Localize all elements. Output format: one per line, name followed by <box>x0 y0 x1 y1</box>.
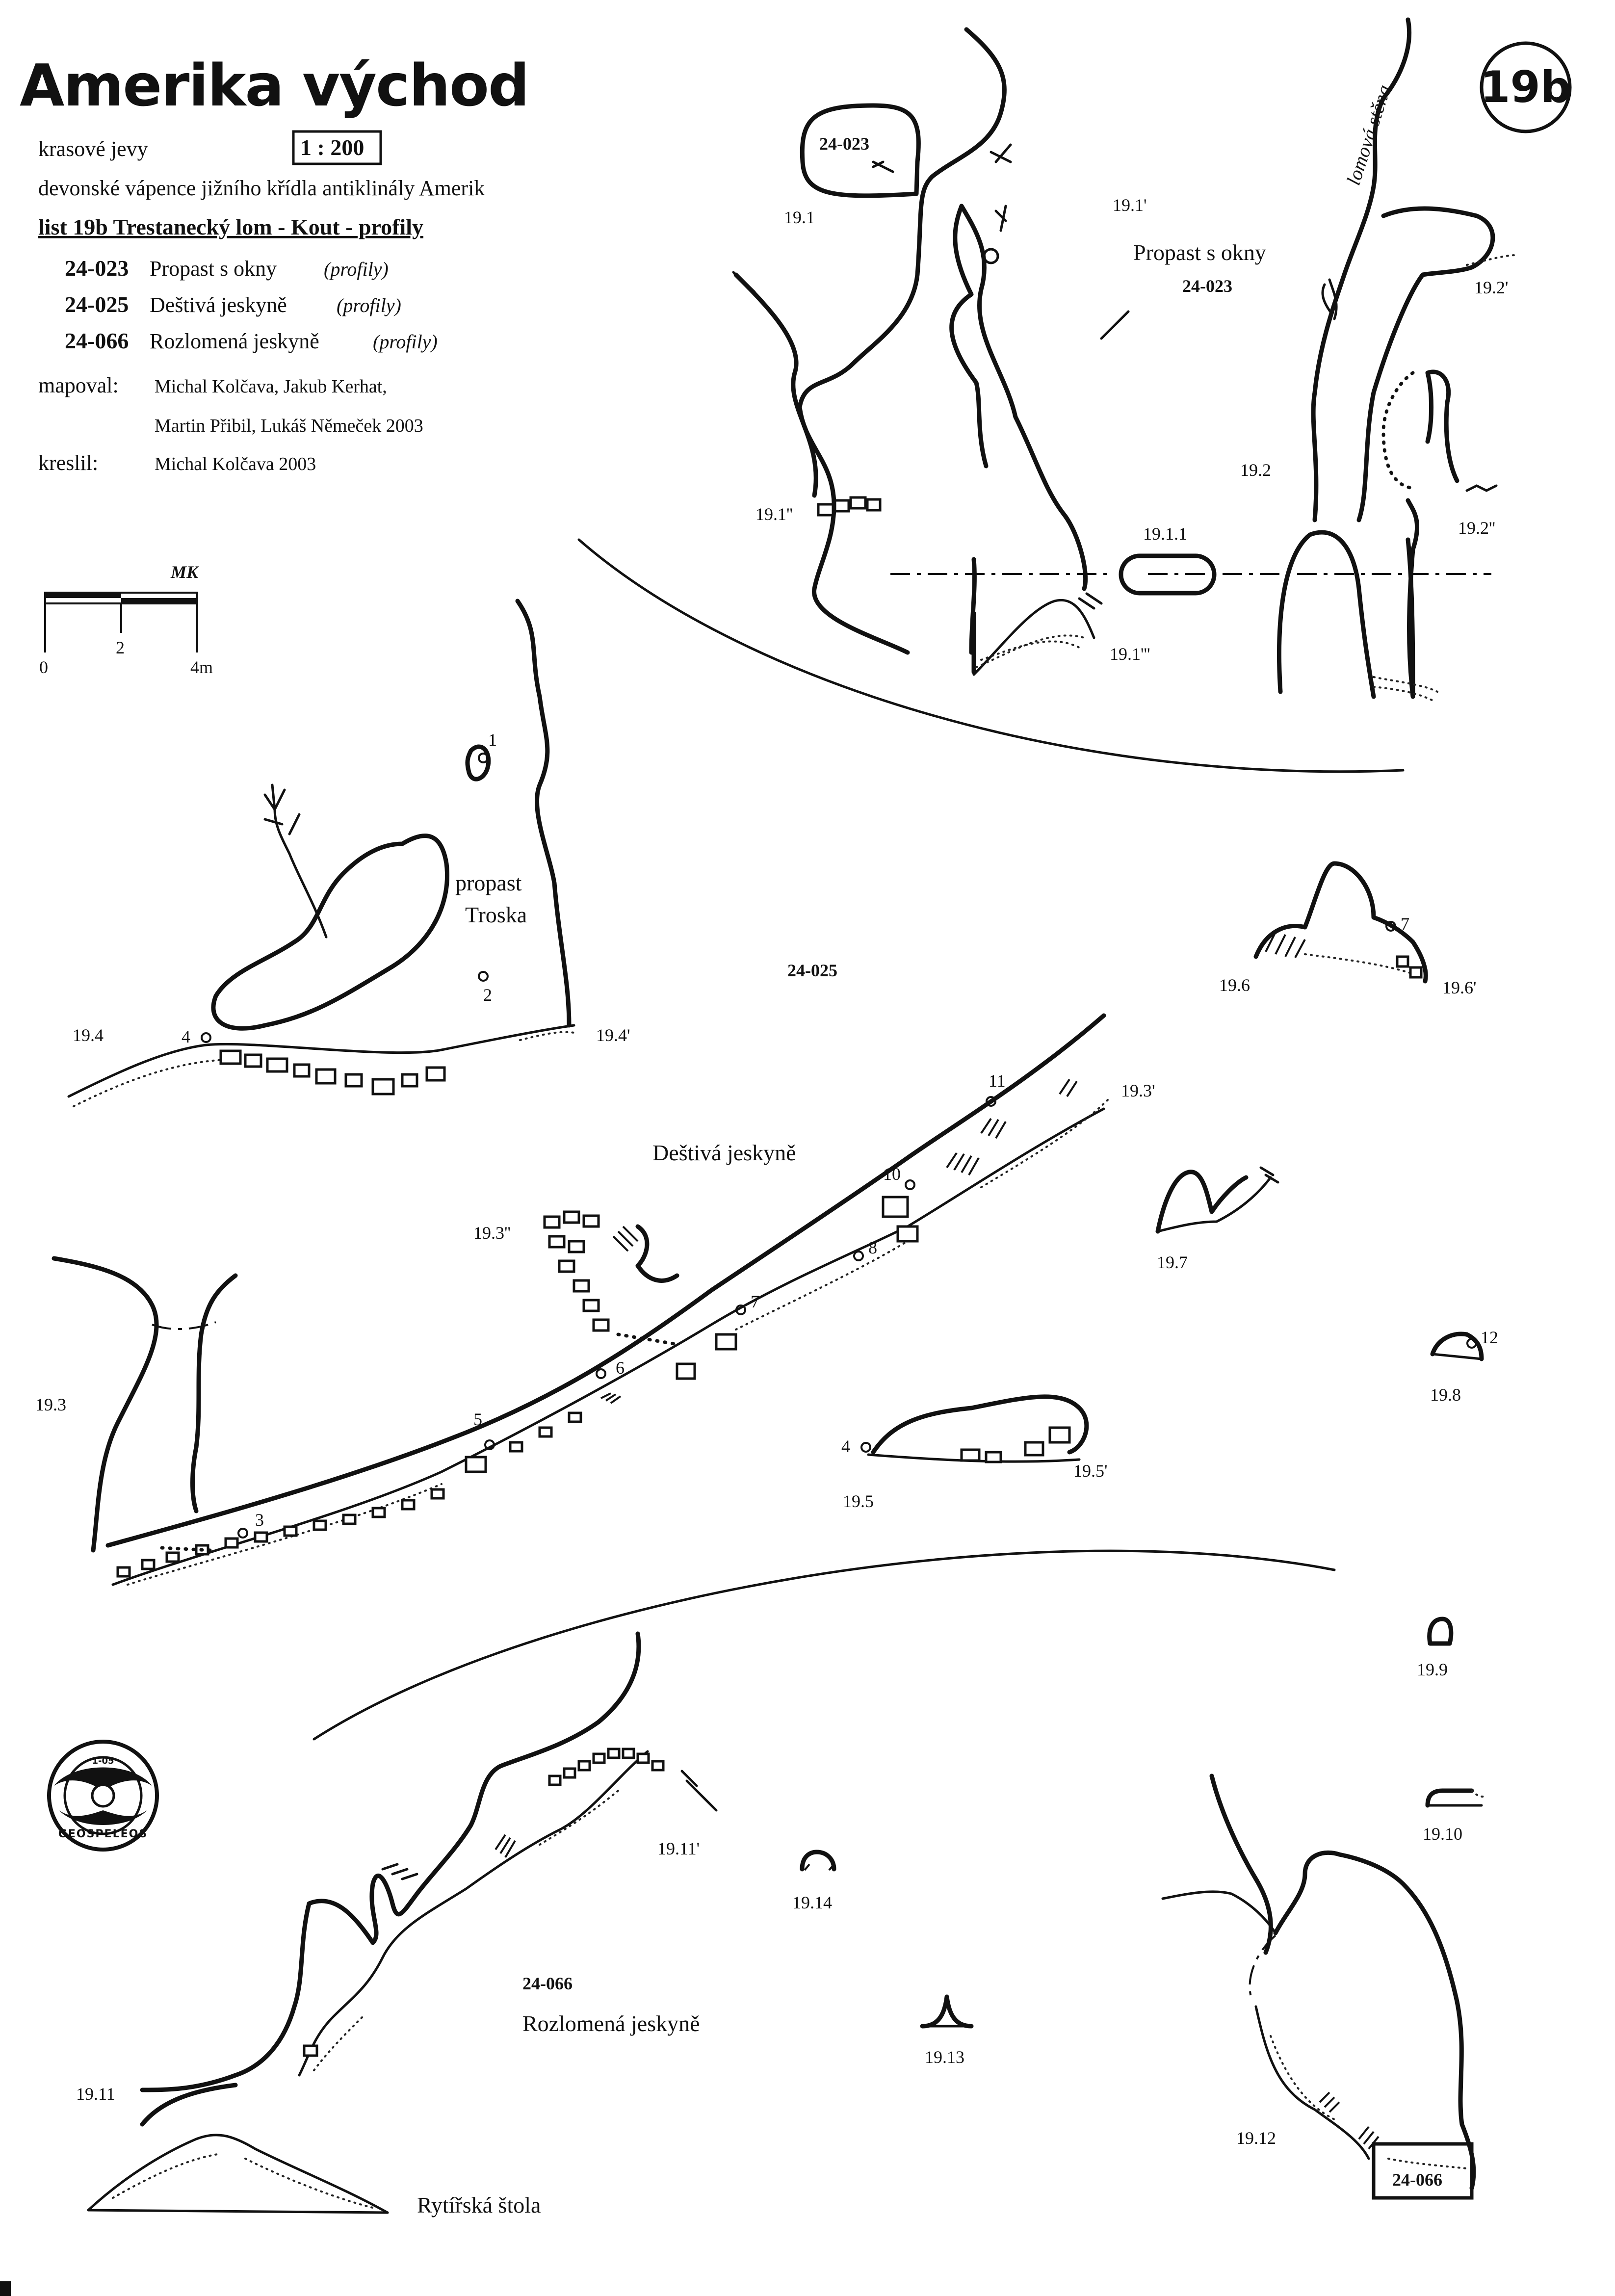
cave-note-1: (profily) <box>324 258 389 280</box>
troska-floor <box>69 1025 574 1096</box>
label-19-1: 19.1 <box>784 208 815 227</box>
geology-note: devonské vápence jižního křídla antiklinály Amerik <box>38 176 485 200</box>
label-19-13: 19.13 <box>925 2047 964 2067</box>
label-19-3p: 19.3' <box>1121 1081 1155 1100</box>
label-19-4p: 19.4' <box>596 1025 630 1045</box>
label-19-2p: 19.2' <box>1474 278 1509 297</box>
scale-tick-2: 2 <box>116 638 125 657</box>
drawn-label: kreslil: <box>38 451 99 475</box>
svg-text:6: 6 <box>616 1358 625 1378</box>
troska-name-line1: propast <box>455 870 522 895</box>
logo-number: 1-05 <box>92 1756 114 1766</box>
cave-code-3: 24-066 <box>65 328 129 353</box>
svg-text:1: 1 <box>488 730 497 750</box>
troska-name-line2: Troska <box>465 902 527 927</box>
profile-19-9 <box>1430 1619 1451 1644</box>
sheet-badge-text: 19b <box>1480 62 1571 112</box>
cave-name-3: Rozlomená jeskyně <box>150 329 319 353</box>
scan-edge-mark <box>0 2281 11 2296</box>
cave-code-24-066: 24-066 <box>522 1974 573 1993</box>
sheet-badge <box>1480 43 1571 131</box>
branch-boulders <box>545 1212 608 1331</box>
cave-name-1: Propast s okny <box>150 257 277 281</box>
logo-text: GEOSPELEOS <box>58 1828 148 1840</box>
profile-19-2-window <box>1359 209 1493 520</box>
svg-text:12: 12 <box>1481 1328 1498 1347</box>
label-19-1p: 19.1' <box>1113 195 1147 215</box>
label-19-7: 19.7 <box>1157 1252 1188 1272</box>
destiva-floor-blocks <box>118 1197 917 1576</box>
svg-text:8: 8 <box>868 1238 877 1257</box>
map-header <box>20 52 528 475</box>
cave-code-24-023: 24-023 <box>1182 276 1232 296</box>
profile-19-3-left <box>54 1258 156 1550</box>
profile-19-13 <box>922 1997 971 2026</box>
label-19-4: 19.4 <box>73 1025 104 1045</box>
label-19-11p: 19.11' <box>657 1839 700 1858</box>
scale-initials: MK <box>171 562 199 582</box>
scale-tick-4m: 4m <box>190 657 213 677</box>
label-19-3: 19.3 <box>35 1395 66 1414</box>
chamber-19-5 <box>873 1397 1087 1452</box>
scale-ratio: 1 : 200 <box>300 135 365 160</box>
label-19-10: 19.10 <box>1423 1824 1462 1844</box>
profile-19-12-right <box>1276 1852 1474 2188</box>
cave-note-3: (profily) <box>373 331 438 353</box>
profile-19-12-left <box>1212 1776 1271 1953</box>
cave-name-destiva: Deštivá jeskyně <box>652 1140 796 1165</box>
svg-text:3: 3 <box>255 1510 264 1530</box>
code-24-066-box: 24-066 <box>1392 2170 1442 2190</box>
map-title: Amerika východ <box>20 52 529 119</box>
label-19-1ppp: 19.1''' <box>1110 644 1150 664</box>
label-19-11: 19.11 <box>76 2084 115 2104</box>
profile-19-3-right <box>193 1276 236 1511</box>
rytirska-stola-name: Rytířská štola <box>417 2192 541 2218</box>
svg-text:11: 11 <box>989 1071 1006 1091</box>
sheet-title: list 19b Trestanecký lom - Kout - profily <box>38 214 423 239</box>
troska-chamber <box>213 836 447 1029</box>
label-19-2pp: 19.2'' <box>1458 518 1495 538</box>
section-propast-s-okny <box>579 20 1516 772</box>
scale-tick-0: 0 <box>39 657 48 677</box>
quarry-wall-label: lomová stěna <box>1342 82 1396 188</box>
label-19-12: 19.12 <box>1236 2128 1276 2148</box>
label-19-3pp: 19.3'' <box>473 1223 511 1243</box>
rytirska-stola-profile <box>88 2135 388 2213</box>
label-19-14: 19.14 <box>792 1893 832 1912</box>
section-divider-2 <box>314 1551 1334 1739</box>
feature-type: krasové jevy <box>38 137 148 161</box>
label-19-5: 19.5 <box>843 1491 874 1511</box>
svg-text:4: 4 <box>841 1436 850 1456</box>
destiva-hatching <box>601 1079 1077 1403</box>
label-19-1-1: 19.1.1 <box>1143 524 1187 544</box>
label-19-2: 19.2 <box>1240 460 1271 480</box>
tree-trunk <box>275 809 326 937</box>
code-24-023-inner: 24-023 <box>819 134 869 154</box>
shaft-outer-wall <box>736 275 816 496</box>
drawn-by: Michal Kolčava 2003 <box>155 454 316 474</box>
cave-name-rozlomena: Rozlomená jeskyně <box>522 2011 700 2036</box>
mapped-by-line2: Martin Přibil, Lukáš Němeček 2003 <box>155 416 423 436</box>
mapped-label: mapoval: <box>38 373 119 397</box>
rozlomena-blocks <box>304 1749 663 2056</box>
mapped-by-line1: Michal Kolčava, Jakub Kerhat, <box>155 376 387 397</box>
geospeleos-logo <box>49 1742 157 1850</box>
troska-boulders <box>221 1051 444 1094</box>
section-rozlomena <box>49 1634 1486 2218</box>
label-19-6p: 19.6' <box>1442 978 1477 997</box>
troska-right-wall <box>518 601 569 1025</box>
svg-text:7: 7 <box>751 1292 759 1311</box>
cave-note-2: (profily) <box>337 294 401 316</box>
scale-bar <box>39 562 213 677</box>
cave-name-2: Deštivá jeskyně <box>150 293 287 317</box>
arrow-marks <box>873 145 1011 231</box>
cave-code-24-025: 24-025 <box>787 961 837 980</box>
destiva-ceiling <box>108 1016 1104 1545</box>
label-19-1pp: 19.1'' <box>755 504 793 524</box>
svg-text:7: 7 <box>1401 914 1409 934</box>
profile-19-2-left-wall <box>1313 20 1409 520</box>
cave-code-1: 24-023 <box>65 256 129 281</box>
svg-text:10: 10 <box>883 1164 901 1184</box>
svg-text:4: 4 <box>182 1027 190 1046</box>
window-blocks <box>818 497 880 515</box>
survey-stations <box>202 754 1476 1538</box>
label-19-8: 19.8 <box>1430 1385 1461 1405</box>
cave-code-2: 24-025 <box>65 292 129 317</box>
svg-text:5: 5 <box>473 1409 482 1429</box>
label-19-5p: 19.5' <box>1073 1461 1108 1481</box>
dotted-passage <box>1383 373 1413 488</box>
cave-name-propast-s-okny: Propast s okny <box>1133 240 1266 265</box>
section-destiva-jeskyne <box>35 601 1498 1739</box>
svg-text:2: 2 <box>483 985 492 1005</box>
label-19-6: 19.6 <box>1219 975 1250 995</box>
label-19-9: 19.9 <box>1417 1660 1448 1679</box>
profile-19-10 <box>1428 1791 1472 1805</box>
